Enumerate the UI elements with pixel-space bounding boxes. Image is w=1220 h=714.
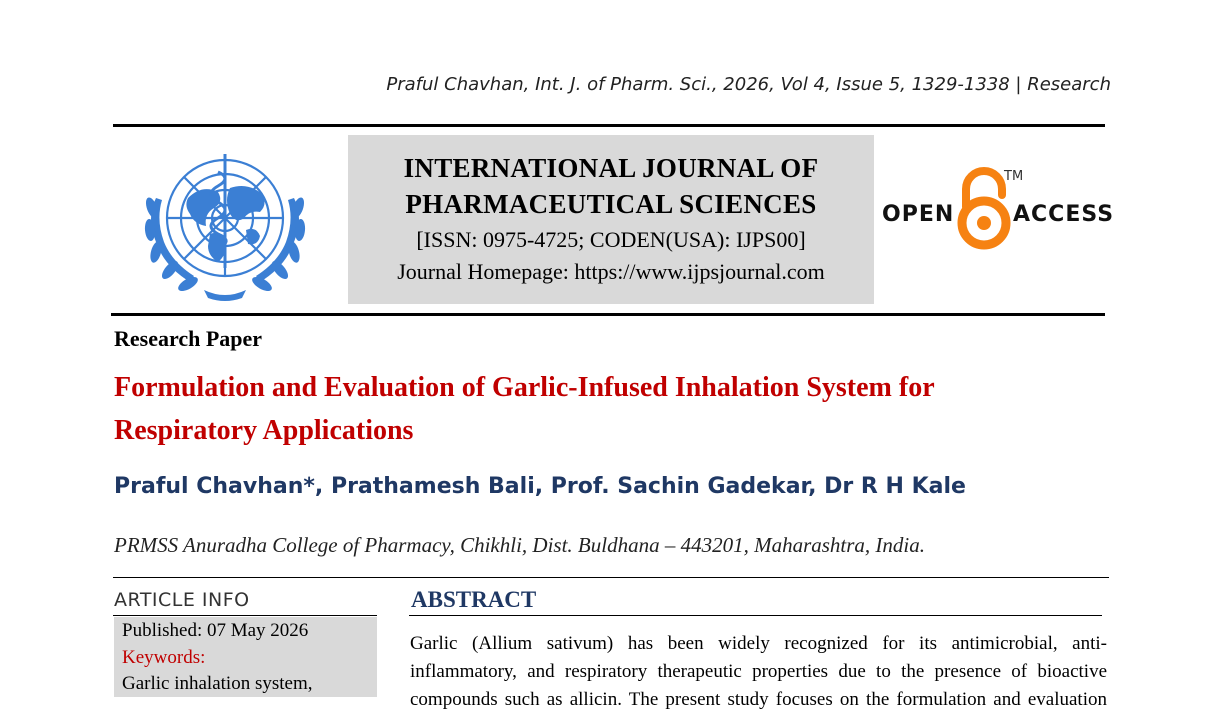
journal-title-line2: PHARMACEUTICAL SCIENCES — [405, 189, 817, 219]
header-top-rule — [113, 124, 1105, 127]
abstract-heading: ABSTRACT — [411, 587, 537, 612]
article-info-heading: ARTICLE INFO — [114, 589, 250, 611]
journal-header-box — [348, 135, 874, 304]
paper-authors: Praful Chavhan*, Prathamesh Bali, Prof. Sachin Gadekar, Dr R H Kale — [114, 474, 966, 499]
paper-title-line1: Formulation and Evaluation of Garlic-Infused Inhalation System for — [114, 372, 935, 403]
paper-type-label: Research Paper — [114, 326, 263, 351]
paper-title-line2: Respiratory Applications — [114, 415, 414, 446]
abstract-text — [410, 630, 1107, 714]
paper-title — [114, 366, 1114, 452]
section-divider — [113, 577, 1109, 578]
keywords-label: Keywords: — [122, 647, 206, 668]
article-info-box — [114, 617, 377, 697]
abstract-line: Garlic (Allium sativum) has been widely recognized for its antimicrobial, anti- — [410, 633, 1107, 654]
abstract-line: inflammatory, and respiratory therapeutic properties due to the presence of bioactive — [410, 661, 1107, 682]
abstract-line: compounds such as allicin. The present study focuses on the formulation and evaluation — [410, 689, 1107, 710]
open-access-open-text: OPEN — [882, 202, 955, 227]
keywords-value: Garlic inhalation system, — [122, 673, 313, 694]
abstract-rule — [409, 615, 1102, 616]
published-date: Published: 07 May 2026 — [122, 620, 309, 641]
article-info-rule — [113, 615, 377, 616]
paper-affiliation: PRMSS Anuradha College of Pharmacy, Chikhli, Dist. Buldhana – 443201, Maharashtra, India. — [114, 533, 925, 557]
open-access-tm: TM — [1004, 169, 1024, 184]
open-access-logo — [880, 165, 1115, 255]
header-bottom-rule — [111, 313, 1105, 316]
journal-homepage-line[interactable]: Journal Homepage: https://www.ijpsjournal.com — [397, 259, 825, 284]
issn-line: [ISSN: 0975-4725; CODEN(USA): IJPS00] — [416, 227, 806, 252]
journal-title-line1: INTERNATIONAL JOURNAL OF — [403, 153, 819, 183]
open-access-access-text: ACCESS — [1013, 202, 1115, 227]
who-emblem-logo — [126, 138, 324, 304]
citation-line: Praful Chavhan, Int. J. of Pharm. Sci., 2026, Vol 4, Issue 5, 1329-1338 | Research — [386, 74, 1111, 95]
